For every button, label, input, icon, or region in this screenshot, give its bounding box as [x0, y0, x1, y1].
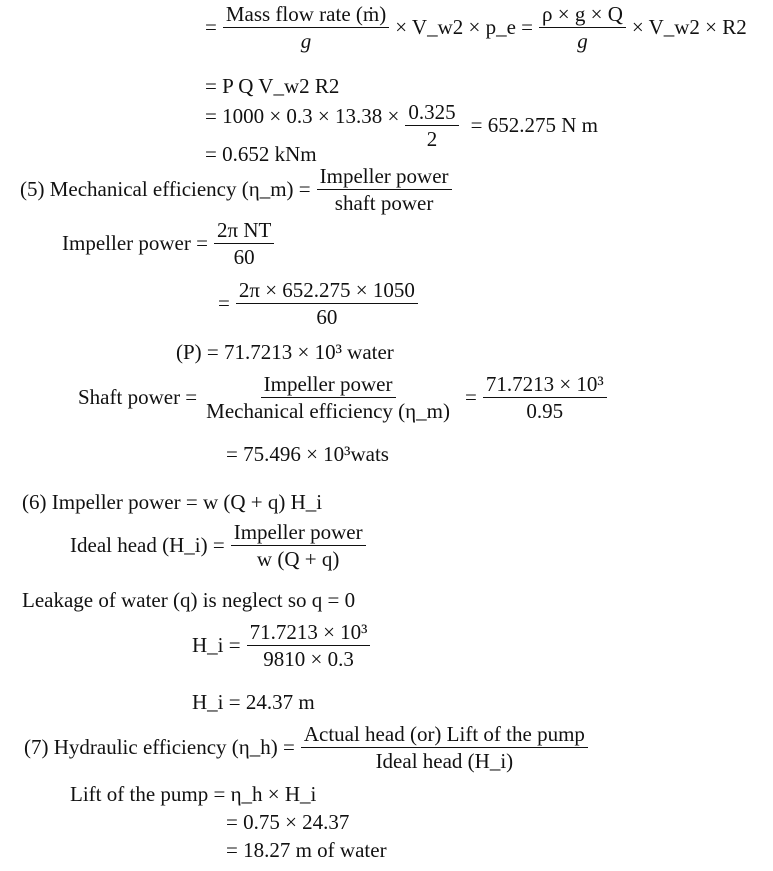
fraction-denominator: Ideal head (H_i): [375, 749, 514, 774]
lift-result-line: = 18.27 m of water: [226, 838, 387, 862]
fraction-numerator: Impeller power: [261, 372, 396, 398]
fraction-numerator: ρ × g × Q: [539, 2, 626, 28]
fraction-numerator: Impeller power: [317, 164, 452, 190]
impeller-power-label: Impeller power =: [62, 231, 208, 256]
ideal-head-calc-line: [192, 620, 370, 671]
ideal-head-calc-fraction: [247, 620, 371, 671]
fraction-denominator: 0.95: [526, 399, 564, 424]
fraction-numerator: 2π NT: [214, 218, 274, 244]
radius-fraction: [405, 100, 458, 151]
fraction-denominator: w (Q + q): [256, 547, 340, 572]
fraction-numerator: Impeller power: [231, 520, 366, 546]
fraction-numerator: 2π × 652.275 × 1050: [236, 278, 418, 304]
ideal-head-symbol: H_i =: [192, 633, 241, 658]
shaft-power-line: [78, 372, 607, 423]
ideal-head-line: [70, 520, 366, 571]
fraction-numerator: 0.325: [405, 100, 458, 126]
equals-sign: =: [205, 15, 217, 40]
fraction-numerator: Mass flow rate (ṁ): [223, 2, 389, 28]
torque-substitution-line: [205, 82, 598, 151]
section-6-line: (6) Impeller power = w (Q + q) H_i: [22, 490, 323, 514]
leakage-note: Leakage of water (q) is neglect so q = 0: [22, 588, 356, 612]
fraction-denominator: Mechanical efficiency (η_m): [206, 399, 450, 424]
section-7-label: (7) Hydraulic efficiency (η_h) =: [24, 735, 295, 760]
substitution-result: = 652.275 N m: [470, 113, 598, 138]
fraction-denominator: 9810 × 0.3: [263, 647, 354, 672]
torque-result-line: = 0.652 kNm: [205, 142, 317, 166]
impeller-power-substitution: [218, 278, 418, 329]
fraction-numerator: 71.7213 × 10³: [483, 372, 607, 398]
equals-sign: =: [218, 291, 230, 316]
fraction-denominator: shaft power: [334, 191, 434, 216]
lift-formula-line: Lift of the pump = η_h × H_i: [70, 782, 317, 806]
fraction-denominator: 60: [233, 245, 255, 270]
shaft-power-fraction: [203, 372, 453, 423]
ideal-head-result: H_i = 24.37 m: [192, 690, 315, 714]
fraction-numerator: Actual head (or) Lift of the pump: [301, 722, 588, 748]
fraction-denominator: g: [300, 29, 312, 54]
mass-flow-fraction: [223, 2, 389, 53]
substitution-prefix: = 1000 × 0.3 × 13.38 ×: [205, 104, 400, 129]
formula-end: × V_w2 × R2: [631, 15, 747, 40]
impeller-power-line: [62, 218, 274, 269]
torque-simplified-line: = P Q V_w2 R2: [205, 74, 340, 98]
fraction-denominator: 60: [316, 305, 338, 330]
fraction-numerator: 71.7213 × 10³: [247, 620, 371, 646]
torque-formula-line: [205, 2, 747, 53]
shaft-power-result: = 75.496 × 10³wats: [226, 442, 389, 466]
ideal-head-fraction: [231, 520, 366, 571]
formula-middle: × V_w2 × p_e =: [395, 15, 534, 40]
shaft-power-value-fraction: [483, 372, 607, 423]
section-5-label: (5) Mechanical efficiency (η_m) =: [20, 177, 311, 202]
hydraulic-efficiency-fraction: [301, 722, 588, 773]
hydraulic-efficiency-line: [24, 722, 588, 773]
ideal-head-label: Ideal head (H_i) =: [70, 533, 225, 558]
impeller-substitution-fraction: [236, 278, 418, 329]
mechanical-efficiency-line: [20, 164, 452, 215]
fraction-denominator: 2: [426, 127, 438, 152]
density-fraction: [539, 2, 626, 53]
impeller-power-fraction: [214, 218, 274, 269]
mech-efficiency-fraction: [317, 164, 452, 215]
shaft-power-label: Shaft power =: [78, 385, 198, 410]
lift-substitution-line: = 0.75 × 24.37: [226, 810, 350, 834]
power-result-line: (P) = 71.7213 × 10³ water: [176, 340, 394, 364]
fraction-denominator: g: [577, 29, 588, 54]
equals-sign: =: [464, 385, 477, 410]
